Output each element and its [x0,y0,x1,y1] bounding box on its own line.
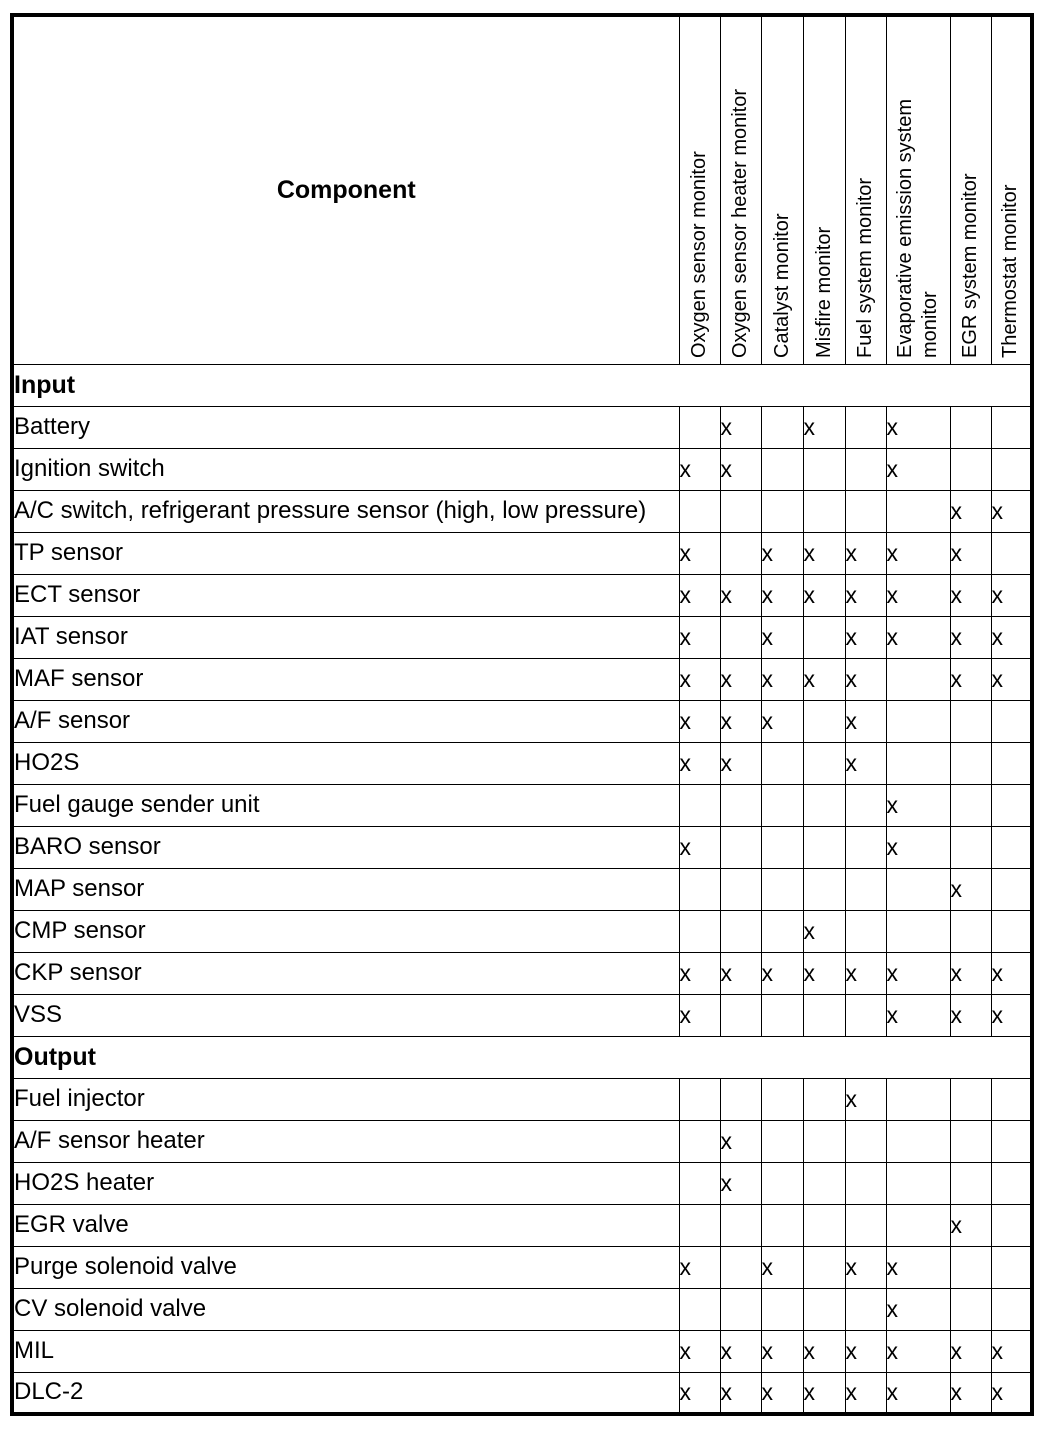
table-row [12,1246,1032,1288]
mark-cell [991,1246,1032,1288]
mark-cell: x [761,1246,803,1288]
mark-cell [845,1204,886,1246]
component-cell: Fuel injector [12,1078,679,1120]
mark-cell [761,910,803,952]
table-row [12,406,1032,448]
section-row [12,1036,1032,1078]
mark-cell [803,1120,845,1162]
mark-cell [720,1288,761,1330]
mark-cell: x [720,406,761,448]
manual-page [10,13,1034,1416]
column-header-oxygen-sensor-heater-monitor [720,15,761,364]
mark-cell [803,742,845,784]
mark-cell: x [950,1204,991,1246]
mark-cell: x [886,994,950,1036]
mark-cell: x [679,742,720,784]
mark-cell: x [720,1120,761,1162]
mark-cell [991,742,1032,784]
mark-cell [950,784,991,826]
mark-cell [845,406,886,448]
mark-cell: x [679,826,720,868]
mark-cell [991,532,1032,574]
mark-cell [720,910,761,952]
mark-cell: x [950,1372,991,1414]
column-header-label: Oxygen sensor heater monitor [729,88,751,358]
mark-cell [845,490,886,532]
mark-cell [679,406,720,448]
mark-cell: x [679,994,720,1036]
mark-cell [761,826,803,868]
mark-cell: x [991,658,1032,700]
table-row [12,994,1032,1036]
mark-cell [950,826,991,868]
column-header-label: EGR system monitor [959,173,981,358]
mark-cell [720,1246,761,1288]
mark-cell [803,616,845,658]
mark-cell [950,1288,991,1330]
table-row [12,1120,1032,1162]
mark-cell [803,868,845,910]
mark-cell: x [720,1162,761,1204]
mark-cell: x [991,616,1032,658]
mark-cell: x [950,616,991,658]
mark-cell: x [845,532,886,574]
mark-cell [679,490,720,532]
column-header-thermostat-monitor [991,15,1032,364]
mark-cell [886,658,950,700]
component-cell: IAT sensor [12,616,679,658]
section-label: Output [12,1036,1032,1078]
table-row [12,616,1032,658]
table-row [12,574,1032,616]
table-row [12,1204,1032,1246]
mark-cell: x [679,448,720,490]
mark-cell [991,910,1032,952]
table-row [12,742,1032,784]
mark-cell [950,1078,991,1120]
component-cell: CKP sensor [12,952,679,994]
mark-cell [950,1246,991,1288]
mark-cell [845,868,886,910]
mark-cell: x [950,1330,991,1372]
mark-cell: x [991,994,1032,1036]
mark-cell: x [720,952,761,994]
mark-cell: x [720,742,761,784]
mark-cell: x [679,1372,720,1414]
component-cell: Ignition switch [12,448,679,490]
mark-cell: x [991,490,1032,532]
section-label: Input [12,364,1032,406]
component-cell: BARO sensor [12,826,679,868]
mark-cell: x [720,658,761,700]
mark-cell: x [720,1330,761,1372]
mark-cell: x [803,910,845,952]
mark-cell [679,1078,720,1120]
mark-cell [761,784,803,826]
mark-cell [845,1120,886,1162]
component-cell: CMP sensor [12,910,679,952]
mark-cell: x [886,406,950,448]
mark-cell: x [886,448,950,490]
mark-cell: x [761,658,803,700]
mark-cell [679,1288,720,1330]
mark-cell [761,1162,803,1204]
mark-cell [950,406,991,448]
mark-cell [886,1204,950,1246]
mark-cell: x [886,574,950,616]
column-header-label: Evaporative emission system monitor [894,98,941,358]
mark-cell: x [679,1246,720,1288]
table-row [12,700,1032,742]
monitor-component-table [10,13,1034,1416]
mark-cell [950,700,991,742]
mark-cell [991,1162,1032,1204]
component-cell: A/C switch, refrigerant pressure sensor (high, low pressure) [12,490,679,532]
mark-cell [761,406,803,448]
mark-cell [845,994,886,1036]
mark-cell [845,826,886,868]
mark-cell: x [886,532,950,574]
mark-cell [720,532,761,574]
component-cell: A/F sensor [12,700,679,742]
mark-cell: x [991,1330,1032,1372]
mark-cell [886,868,950,910]
mark-cell [950,448,991,490]
mark-cell [720,616,761,658]
table-row [12,1288,1032,1330]
mark-cell: x [679,952,720,994]
component-column-header [12,15,679,364]
mark-cell [803,784,845,826]
mark-cell [991,1204,1032,1246]
mark-cell [991,700,1032,742]
table-header-row [12,15,1032,364]
mark-cell [886,490,950,532]
component-cell: MAF sensor [12,658,679,700]
mark-cell: x [679,700,720,742]
table-row [12,532,1032,574]
mark-cell [991,1288,1032,1330]
mark-cell: x [803,406,845,448]
mark-cell [679,868,720,910]
mark-cell: x [950,994,991,1036]
component-cell: EGR valve [12,1204,679,1246]
mark-cell [886,1078,950,1120]
mark-cell [720,490,761,532]
mark-cell [761,1288,803,1330]
mark-cell: x [679,532,720,574]
mark-cell [950,1120,991,1162]
mark-cell: x [845,1078,886,1120]
mark-cell [950,1162,991,1204]
table-row [12,784,1032,826]
mark-cell: x [886,1372,950,1414]
mark-cell: x [845,1372,886,1414]
column-header-label: Misfire monitor [812,226,835,358]
mark-cell [803,1288,845,1330]
mark-cell [845,448,886,490]
mark-cell [679,910,720,952]
table-row [12,1330,1032,1372]
mark-cell: x [761,952,803,994]
mark-cell: x [950,490,991,532]
mark-cell [803,1162,845,1204]
mark-cell [991,406,1032,448]
mark-cell: x [845,574,886,616]
mark-cell [720,1078,761,1120]
mark-cell [679,1162,720,1204]
mark-cell: x [720,448,761,490]
mark-cell: x [720,1372,761,1414]
mark-cell: x [761,532,803,574]
mark-cell: x [991,574,1032,616]
component-cell: MAP sensor [12,868,679,910]
mark-cell [886,910,950,952]
mark-cell [991,826,1032,868]
mark-cell: x [845,952,886,994]
mark-cell: x [679,658,720,700]
mark-cell: x [950,868,991,910]
mark-cell [761,994,803,1036]
mark-cell [886,742,950,784]
mark-cell [886,1162,950,1204]
mark-cell: x [720,700,761,742]
component-cell: ECT sensor [12,574,679,616]
table-row [12,826,1032,868]
mark-cell [991,868,1032,910]
mark-cell: x [679,574,720,616]
mark-cell: x [761,700,803,742]
mark-cell: x [679,616,720,658]
column-header-egr-system-monitor [950,15,991,364]
mark-cell [803,826,845,868]
mark-cell [761,868,803,910]
mark-cell [679,1204,720,1246]
mark-cell: x [803,1330,845,1372]
table-row [12,1078,1032,1120]
component-cell: Fuel gauge sender unit [12,784,679,826]
mark-cell: x [803,1372,845,1414]
mark-cell: x [761,1372,803,1414]
column-header-fuel-system-monitor [845,15,886,364]
mark-cell: x [803,532,845,574]
mark-cell [886,1120,950,1162]
mark-cell: x [803,658,845,700]
mark-cell [803,1246,845,1288]
mark-cell [720,826,761,868]
mark-cell: x [845,658,886,700]
mark-cell: x [761,616,803,658]
mark-cell [761,1204,803,1246]
mark-cell: x [845,616,886,658]
table-row [12,910,1032,952]
table-body [12,364,1032,1414]
mark-cell [761,742,803,784]
component-cell: Purge solenoid valve [12,1246,679,1288]
component-cell: TP sensor [12,532,679,574]
mark-cell [761,1120,803,1162]
mark-cell: x [991,1372,1032,1414]
mark-cell: x [886,1330,950,1372]
component-cell: VSS [12,994,679,1036]
component-cell: CV solenoid valve [12,1288,679,1330]
mark-cell: x [886,1246,950,1288]
mark-cell [761,448,803,490]
column-header-misfire-monitor [803,15,845,364]
component-cell: HO2S [12,742,679,784]
mark-cell: x [845,1330,886,1372]
mark-cell: x [886,952,950,994]
mark-cell: x [720,574,761,616]
mark-cell: x [886,826,950,868]
mark-cell [991,1120,1032,1162]
mark-cell [679,784,720,826]
table-row [12,868,1032,910]
mark-cell [720,868,761,910]
mark-cell: x [950,532,991,574]
mark-cell: x [679,1330,720,1372]
mark-cell [991,448,1032,490]
mark-cell [991,1078,1032,1120]
mark-cell: x [950,574,991,616]
mark-cell: x [886,1288,950,1330]
mark-cell [845,784,886,826]
table-row [12,448,1032,490]
mark-cell: x [845,700,886,742]
component-cell: Battery [12,406,679,448]
mark-cell: x [845,742,886,784]
mark-cell [720,784,761,826]
mark-cell: x [886,784,950,826]
mark-cell [803,448,845,490]
mark-cell: x [803,574,845,616]
mark-cell [845,1288,886,1330]
mark-cell [803,700,845,742]
mark-cell [845,1162,886,1204]
mark-cell: x [950,658,991,700]
mark-cell [950,742,991,784]
mark-cell [886,700,950,742]
mark-cell: x [761,574,803,616]
column-header-oxygen-sensor-monitor [679,15,720,364]
mark-cell [803,1204,845,1246]
column-header-evaporative-emission-system-monitor [886,15,950,364]
mark-cell [720,1204,761,1246]
column-header-label: Catalyst monitor [770,213,793,358]
column-header-label: Thermostat monitor [999,184,1022,358]
table-row [12,1372,1032,1414]
table-row [12,490,1032,532]
table-row [12,658,1032,700]
mark-cell [761,1078,803,1120]
mark-cell: x [845,1246,886,1288]
mark-cell [950,910,991,952]
component-cell: A/F sensor heater [12,1120,679,1162]
component-cell: HO2S heater [12,1162,679,1204]
mark-cell [720,994,761,1036]
component-header-label: Component [276,175,416,204]
mark-cell [803,490,845,532]
column-header-catalyst-monitor [761,15,803,364]
mark-cell [803,1078,845,1120]
mark-cell [991,784,1032,826]
mark-cell [845,910,886,952]
column-header-label: Fuel system monitor [854,177,876,358]
mark-cell: x [991,952,1032,994]
mark-cell: x [761,1330,803,1372]
table-row [12,952,1032,994]
mark-cell: x [886,616,950,658]
component-cell: DLC-2 [12,1372,679,1414]
mark-cell: x [950,952,991,994]
mark-cell [803,994,845,1036]
component-cell: MIL [12,1330,679,1372]
mark-cell [761,490,803,532]
section-row [12,364,1032,406]
mark-cell [679,1120,720,1162]
column-header-label: Oxygen sensor monitor [688,150,710,358]
table-row [12,1162,1032,1204]
mark-cell: x [803,952,845,994]
